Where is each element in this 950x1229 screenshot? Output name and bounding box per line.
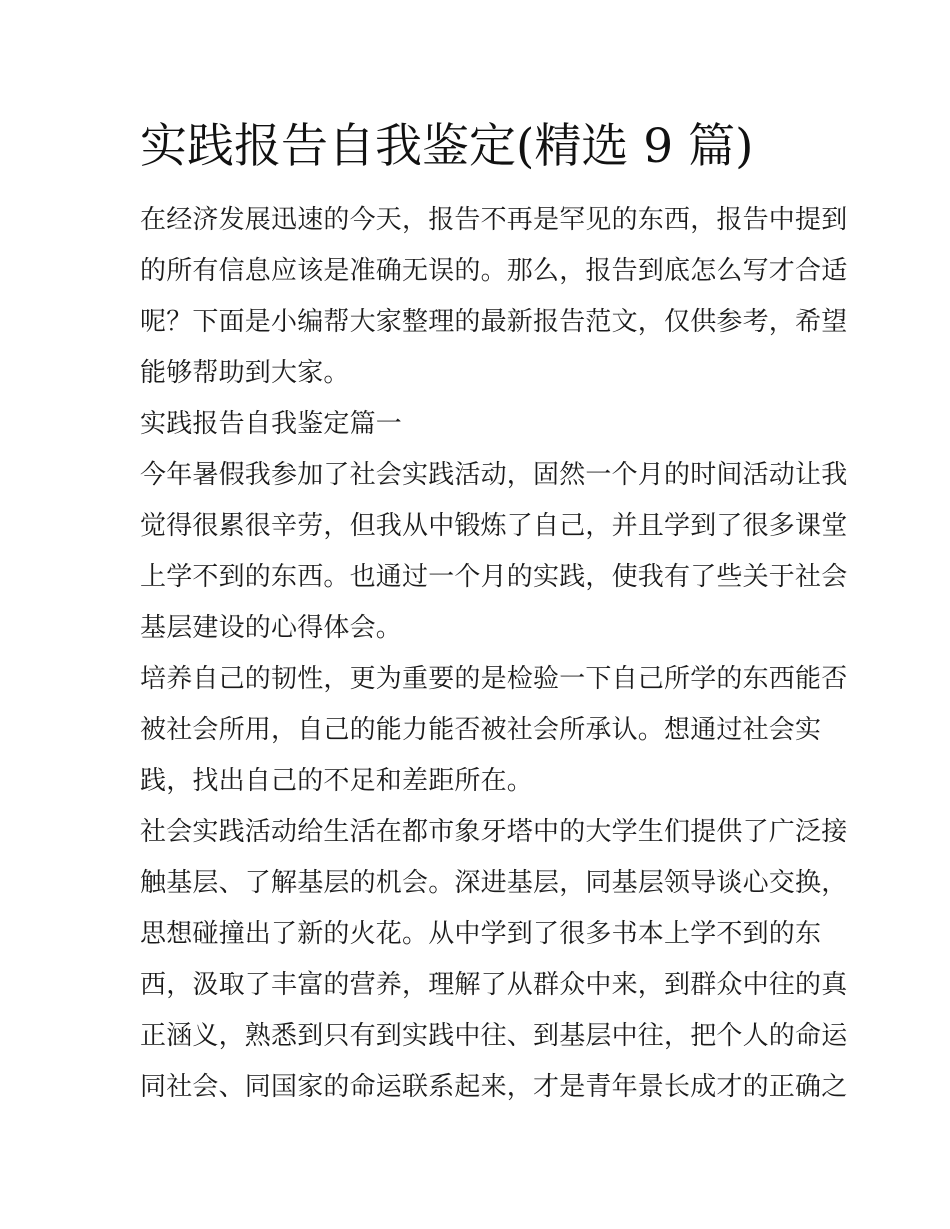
section-heading: 实践报告自我鉴定篇一	[140, 409, 403, 439]
text-line: 思想碰撞出了新的火花。从中学到了很多书本上学不到的东	[140, 919, 822, 949]
text-line: 能够帮助到大家。	[140, 358, 350, 388]
text-line: 西，汲取了丰富的营养，理解了从群众中来，到群众中往的真	[140, 970, 848, 1000]
text-line: 在经济发展迅速的今天，报告不再是罕见的东西，报告中提到	[140, 205, 848, 235]
text-line: 社会实践活动给生活在都市象牙塔中的大学生们提供了广泛接	[140, 817, 848, 847]
text-line: 今年暑假我参加了社会实践活动，固然一个月的时间活动让我	[140, 460, 848, 490]
document-body	[140, 195, 848, 1113]
text-line: 被社会所用，自己的能力能否被社会所承认。想通过社会实	[140, 715, 822, 745]
text-line: 上学不到的东西。也通过一个月的实践，使我有了些关于社会	[140, 562, 848, 592]
text-line: 觉得很累很辛劳，但我从中锻炼了自己，并且学到了很多课堂	[140, 511, 848, 541]
text-line: 的所有信息应该是准确无误的。那么，报告到底怎么写才合适	[140, 256, 848, 286]
text-line: 正涵义，熟悉到只有到实践中往、到基层中往，把个人的命运	[140, 1021, 848, 1051]
text-line: 触基层、了解基层的机会。深进基层，同基层领导谈心交换，	[140, 868, 848, 898]
text-line: 呢？下面是小编帮大家整理的最新报告范文，仅供参考，希望	[140, 307, 848, 337]
text-line: 同社会、同国家的命运联系起来，才是青年景长成才的正确之	[140, 1072, 848, 1102]
document-title: 实践报告自我鉴定(精选 9 篇)	[140, 119, 754, 174]
text-line: 践，找出自己的不足和差距所在。	[140, 766, 534, 796]
text-line: 基层建设的心得体会。	[140, 613, 403, 643]
text-line: 培养自己的韧性，更为重要的是检验一下自己所学的东西能否	[140, 664, 848, 694]
